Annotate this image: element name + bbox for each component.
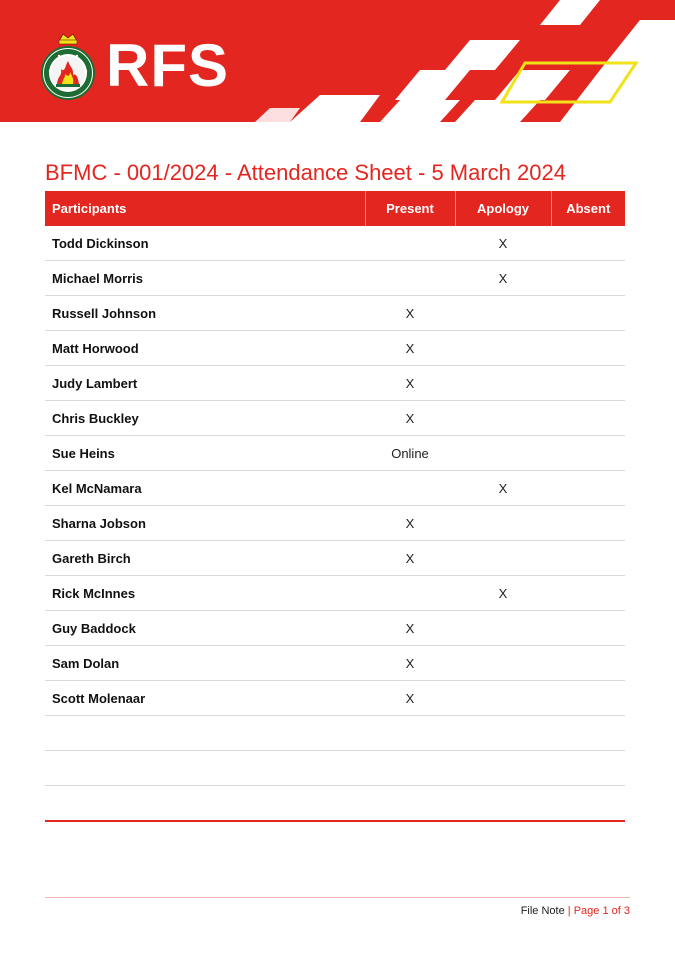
table-row	[45, 576, 625, 611]
participant-name: Chris Buckley	[45, 401, 365, 436]
table-row	[45, 226, 625, 261]
column-header-participants: Participants	[45, 191, 365, 226]
present-cell	[365, 751, 455, 786]
present-cell: X	[365, 611, 455, 646]
table-row	[45, 646, 625, 681]
table-row	[45, 471, 625, 506]
header-banner	[0, 0, 675, 122]
table-row	[45, 716, 625, 751]
participant-name: Russell Johnson	[45, 296, 365, 331]
present-cell: X	[365, 401, 455, 436]
page-footer	[521, 904, 630, 918]
present-cell: X	[365, 681, 455, 716]
present-cell	[365, 226, 455, 261]
apology-cell	[455, 506, 551, 541]
absent-cell	[551, 366, 625, 401]
participant-name: Judy Lambert	[45, 366, 365, 401]
present-cell: X	[365, 541, 455, 576]
absent-cell	[551, 611, 625, 646]
table-row	[45, 541, 625, 576]
page-title: BFMC - 001/2024 - Attendance Sheet - 5 March 2024	[45, 160, 566, 185]
absent-cell	[551, 471, 625, 506]
table-row	[45, 681, 625, 716]
present-cell	[365, 261, 455, 296]
participant-name: Sharna Jobson	[45, 506, 365, 541]
table-row	[45, 401, 625, 436]
present-cell	[365, 716, 455, 751]
participant-name: Todd Dickinson	[45, 226, 365, 261]
table-row	[45, 611, 625, 646]
present-cell: Online	[365, 436, 455, 471]
present-cell: X	[365, 331, 455, 366]
apology-cell: X	[455, 576, 551, 611]
page-number: Page 1 of 3	[573, 905, 630, 917]
absent-cell	[551, 646, 625, 681]
present-cell: X	[365, 366, 455, 401]
apology-cell	[455, 611, 551, 646]
table-row	[45, 261, 625, 296]
absent-cell	[551, 681, 625, 716]
absent-cell	[551, 576, 625, 611]
apology-cell	[455, 681, 551, 716]
absent-cell	[551, 331, 625, 366]
participant-name: Gareth Birch	[45, 541, 365, 576]
table-row	[45, 436, 625, 471]
table-header-row	[45, 191, 625, 226]
apology-cell	[455, 296, 551, 331]
column-header-present: Present	[365, 191, 455, 226]
column-header-apology: Apology	[455, 191, 551, 226]
present-cell: X	[365, 506, 455, 541]
absent-cell	[551, 751, 625, 786]
brand-name: RFS	[106, 32, 229, 99]
absent-cell	[551, 716, 625, 751]
absent-cell	[551, 226, 625, 261]
apology-cell: X	[455, 226, 551, 261]
apology-cell: X	[455, 261, 551, 296]
apology-cell	[455, 716, 551, 751]
participant-name: Matt Horwood	[45, 331, 365, 366]
absent-cell	[551, 786, 625, 822]
apology-cell	[455, 401, 551, 436]
table-row	[45, 506, 625, 541]
table-row	[45, 751, 625, 786]
column-header-absent: Absent	[551, 191, 625, 226]
footer-separator: |	[567, 905, 571, 917]
participant-name	[45, 786, 365, 822]
checkered-pattern	[0, 0, 675, 122]
absent-cell	[551, 436, 625, 471]
participant-name	[45, 751, 365, 786]
participant-name: Kel McNamara	[45, 471, 365, 506]
footer-label: File Note	[520, 905, 565, 917]
apology-cell	[455, 751, 551, 786]
attendance-table	[45, 191, 625, 822]
apology-cell: X	[455, 471, 551, 506]
table-row	[45, 366, 625, 401]
present-cell	[365, 786, 455, 822]
participant-name	[45, 716, 365, 751]
participant-name: Guy Baddock	[45, 611, 365, 646]
absent-cell	[551, 296, 625, 331]
present-cell: X	[365, 646, 455, 681]
present-cell	[365, 576, 455, 611]
table-row	[45, 786, 625, 822]
participant-name: Michael Morris	[45, 261, 365, 296]
apology-cell	[455, 366, 551, 401]
participant-name: Sue Heins	[45, 436, 365, 471]
apology-cell	[455, 331, 551, 366]
apology-cell	[455, 646, 551, 681]
absent-cell	[551, 541, 625, 576]
absent-cell	[551, 506, 625, 541]
apology-cell	[455, 436, 551, 471]
participant-name: Sam Dolan	[45, 646, 365, 681]
absent-cell	[551, 261, 625, 296]
apology-cell	[455, 786, 551, 822]
participant-name: Scott Molenaar	[45, 681, 365, 716]
apology-cell	[455, 541, 551, 576]
absent-cell	[551, 401, 625, 436]
table-row	[45, 331, 625, 366]
rfs-crest-logo	[37, 31, 99, 101]
present-cell	[365, 471, 455, 506]
table-row	[45, 296, 625, 331]
present-cell: X	[365, 296, 455, 331]
participant-name: Rick McInnes	[45, 576, 365, 611]
footer-divider	[45, 897, 630, 898]
